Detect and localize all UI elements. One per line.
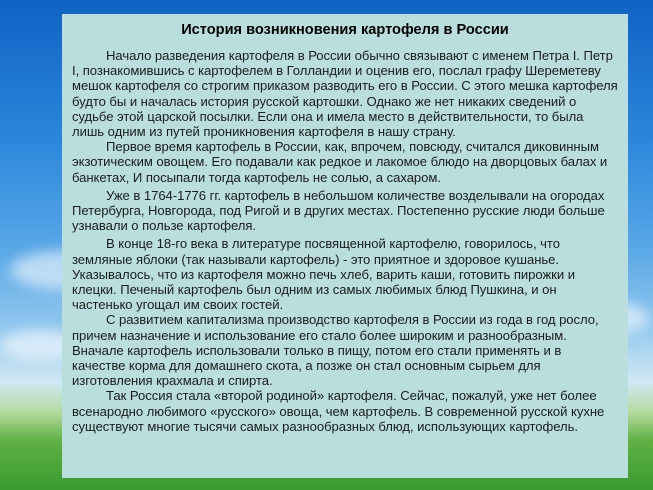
paragraph-exotic-vegetable: Первое время картофель в России, как, впрочем, повсюду, считался диковинным экзотическим овощем. Его подавали как редкое и лакомое блюдо на дворцовых балах и банкетах, И посыпали тогда картофель не солью, а сахаром.: [72, 139, 608, 185]
document-title: История возникновения картофеля в России: [181, 22, 509, 38]
paragraph-cultivation-1764: Уже в 1764-1776 гг. картофель в небольшом количестве возделывали на огородах Петербурга, Новгорода, под Ригой и в других местах. Постепенно русские люди больше узнавали о пользе картофеля.: [72, 187, 605, 234]
paragraph-peter-first: Начало разведения картофеля в России обычно связывают с именем Петра I. Петр I, познакомившись с картофелем в Голландии и оценив его, послал графу Шереметеву мешок картофеля со строгим приказом разводить его в России. С этого мешка картофеля будто бы и началась история русской картошки. Однако же нет никаких сведений о судьбе этой царской посылки. Если она и имела место в действительности, то была лишь одним из путей проникновения картофеля в нашу страну.: [72, 48, 618, 140]
paragraph-earth-apples: В конце 18-го века в литературе посвященной картофелю, говорилось, что земляные яблоки (так называли картофель) - это приятное и здоровое кушанье. Указывалось, что из картофеля можно печь хлеб, варить каши, готовить пирожки и клецки. Печеный картофель был одним из самых любимых блюд Пушкина, и он частенько угощал им своих гостей.: [72, 236, 575, 313]
paragraph-second-homeland: Так Россия стала «второй родиной» картофеля. Сейчас, пожалуй, уже нет более всенародно любимого «русского» овоща, чем картофель. В современной русской кухне существуют многие тысячи самых разнообразных блюд, использующих картофель.: [72, 388, 605, 434]
text-panel: [62, 14, 628, 478]
paragraph-capitalism: С развитием капитализма производство картофеля в России из года в год росло, причем назначение и использование его стало более широким и разнообразным. Вначале картофель использовали только в пищу, потом его стали применять и в качестве корма для домашнего скота, а позже он стал основным сырьем для изготовления крахмала и спирта.: [72, 312, 599, 389]
